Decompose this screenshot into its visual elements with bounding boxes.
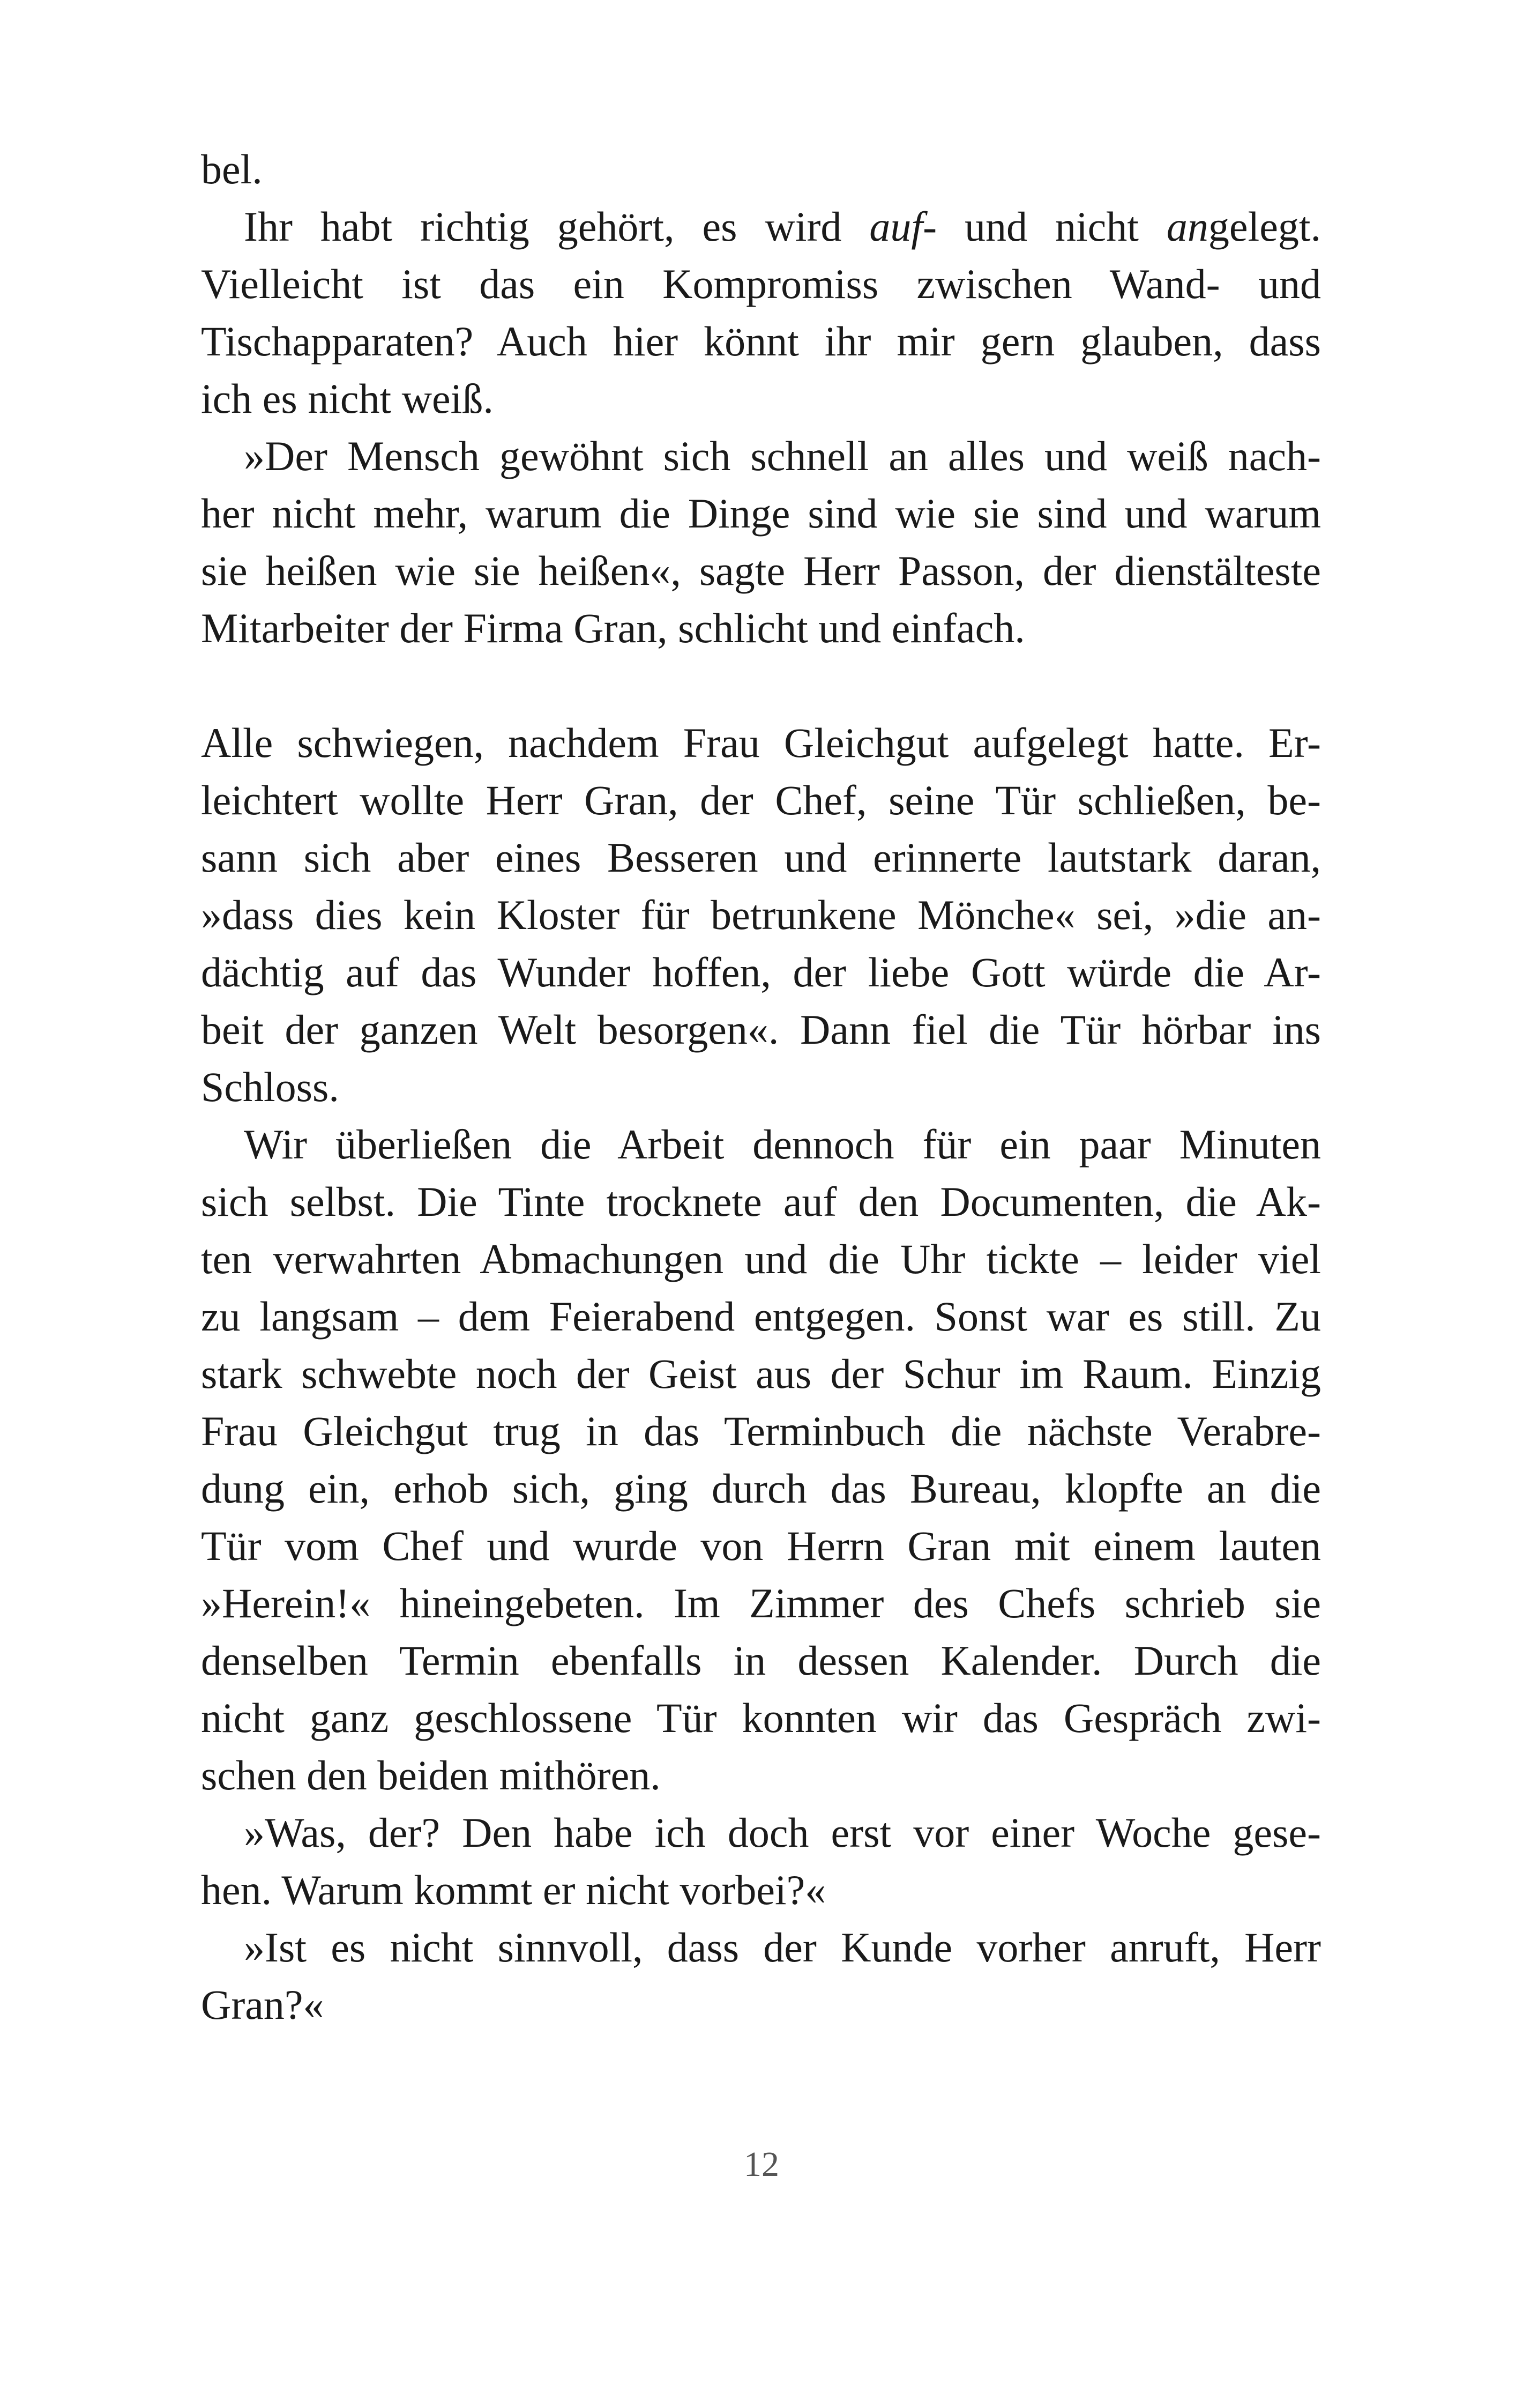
- text-line: sie heißen wie sie heißen«, sagte Herr Passon, der dienstälteste: [201, 547, 1321, 594]
- text-line: bel.: [201, 146, 263, 192]
- text-line: Wir überließen die Arbeit dennoch für ein paar Minuten: [244, 1121, 1321, 1168]
- paragraph: [201, 1804, 1321, 1919]
- text-line: »dass dies kein Kloster für betrunkene Mönche« sei, »die an-: [201, 891, 1321, 938]
- book-page-body: [201, 140, 1321, 2033]
- text-line: Mitarbeiter der Firma Gran, schlicht und einfach.: [201, 605, 1025, 651]
- text-segment: gelegt.: [1208, 203, 1322, 250]
- text-line: zu langsam – dem Feierabend entgegen. Sonst war es still. Zu: [201, 1293, 1321, 1340]
- text-line: nicht ganz geschlossene Tür konnten wir das Gespräch zwi-: [201, 1694, 1321, 1741]
- text-segment: Ihr habt richtig gehört, es wird: [244, 203, 870, 250]
- paragraph: [201, 198, 1321, 427]
- text-line: »Ist es nicht sinnvoll, dass der Kunde vorher anruft, Herr: [244, 1924, 1321, 1971]
- text-line: »Herein!« hineingebeten. Im Zimmer des Chefs schrieb sie: [201, 1580, 1321, 1626]
- text-line: sann sich aber eines Besseren und erinnerte lautstark daran,: [201, 834, 1321, 881]
- text-line: denselben Termin ebenfalls in dessen Kalender. Durch die: [201, 1637, 1321, 1684]
- paragraph: [201, 714, 1321, 1116]
- paragraph: [201, 427, 1321, 657]
- text-line: »Was, der? Den habe ich doch erst vor einer Woche gese-: [244, 1809, 1321, 1856]
- text-line: sich selbst. Die Tinte trocknete auf den Documenten, die Ak-: [201, 1178, 1321, 1225]
- text-line: Schloss.: [201, 1064, 339, 1110]
- text-line: [201, 198, 1321, 255]
- paragraph: [201, 140, 1321, 198]
- text-line: Gran?«: [201, 1981, 324, 2028]
- paragraph: [201, 1919, 1321, 2033]
- text-line: Alle schwiegen, nachdem Frau Gleichgut aufgelegt hatte. Er-: [201, 719, 1321, 766]
- text-line: stark schwebte noch der Geist aus der Schur im Raum. Einzig: [201, 1350, 1321, 1397]
- text-line: ten verwahrten Abmachungen und die Uhr tickte – leider viel: [201, 1236, 1321, 1282]
- italic-text: an: [1166, 203, 1208, 250]
- text-line: hen. Warum kommt er nicht vorbei?«: [201, 1867, 826, 1913]
- section-break: [201, 657, 1321, 714]
- text-line: schen den beiden mithören.: [201, 1752, 661, 1798]
- text-segment: - und nicht: [923, 203, 1167, 250]
- text-line: dung ein, erhob sich, ging durch das Bureau, klopfte an die: [201, 1465, 1321, 1512]
- text-line: her nicht mehr, warum die Dinge sind wie sie sind und warum: [201, 490, 1321, 537]
- page-number: 12: [744, 2145, 779, 2184]
- text-line: Vielleicht ist das ein Kompromiss zwischen Wand- und: [201, 261, 1321, 307]
- text-line: Tischapparaten? Auch hier könnt ihr mir gern glauben, dass: [201, 318, 1321, 365]
- text-line: leichtert wollte Herr Gran, der Chef, seine Tür schließen, be-: [201, 777, 1321, 823]
- text-line: dächtig auf das Wunder hoffen, der liebe Gott würde die Ar-: [201, 949, 1321, 995]
- text-line: »Der Mensch gewöhnt sich schnell an alles und weiß nach-: [244, 433, 1321, 479]
- text-line: beit der ganzen Welt besorgen«. Dann fiel die Tür hörbar ins: [201, 1006, 1321, 1053]
- text-line: Tür vom Chef und wurde von Herrn Gran mit einem lauten: [201, 1522, 1321, 1569]
- text-line: ich es nicht weiß.: [201, 375, 494, 422]
- italic-text: auf: [869, 203, 923, 250]
- text-line: Frau Gleichgut trug in das Terminbuch die nächste Verabre-: [201, 1408, 1321, 1454]
- paragraph: [201, 1116, 1321, 1804]
